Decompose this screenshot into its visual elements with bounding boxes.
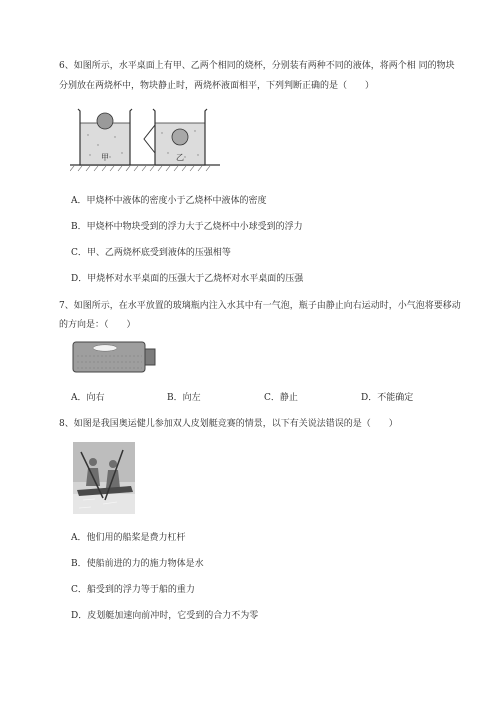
q6-label-yi: 乙 (176, 153, 184, 162)
q6-stem-line2: 分别放在两烧杯中，物块静止时，两烧杯液面相平，下列判断正确的是（ ） (59, 81, 375, 91)
q8-option-d: D．皮划艇加速向前冲时，它受到的合力不为零 (71, 611, 259, 621)
q7-option-b: B．向左 (167, 393, 201, 403)
q6-option-b: B．甲烧杯中物块受到的浮力大于乙烧杯中小球受到的浮力 (71, 222, 303, 232)
q8-stem-line1: 8、如图是我国奥运健儿参加双人皮划艇竞赛的情景，以下有关说法错误的是（ ） (59, 419, 398, 429)
q6-option-d: D．甲烧杯对水平桌面的压强大于乙烧杯对水平桌面的压强 (71, 274, 304, 284)
q7-bottle-figure (72, 340, 157, 374)
q7-option-a: A．向右 (71, 393, 105, 403)
q7-option-c: C．静止 (264, 393, 298, 403)
q8-option-b: B．使船前进的力的施力物体是水 (71, 559, 204, 569)
q7-stem-line1: 7、如图所示，在水平放置的玻璃瓶内注入水其中有一气泡，瓶子由静止向右运动时，小气泡将要移动 (59, 301, 461, 311)
q7-stem-line2: 的方向是：（ ） (59, 320, 136, 330)
q6-option-c: C．甲、乙两烧杯底受到液体的压强相等 (71, 248, 231, 258)
q6-stem-line1: 6、如图所示，水平桌面上有甲、乙两个相同的烧杯，分别装有两种不同的液体，将两个相 同的物块 (59, 61, 455, 71)
q8-kayak-photo (73, 442, 135, 514)
q8-option-a: A．他们用的船桨是费力杠杆 (71, 533, 186, 543)
q8-option-c: C．船受到的浮力等于船的重力 (71, 585, 195, 595)
q7-option-d: D．不能确定 (361, 393, 414, 403)
q6-label-jia: 甲 (101, 153, 109, 162)
q6-beakers-figure (70, 105, 220, 175)
q6-option-a: A．甲烧杯中液体的密度小于乙烧杯中液体的密度 (71, 196, 267, 206)
